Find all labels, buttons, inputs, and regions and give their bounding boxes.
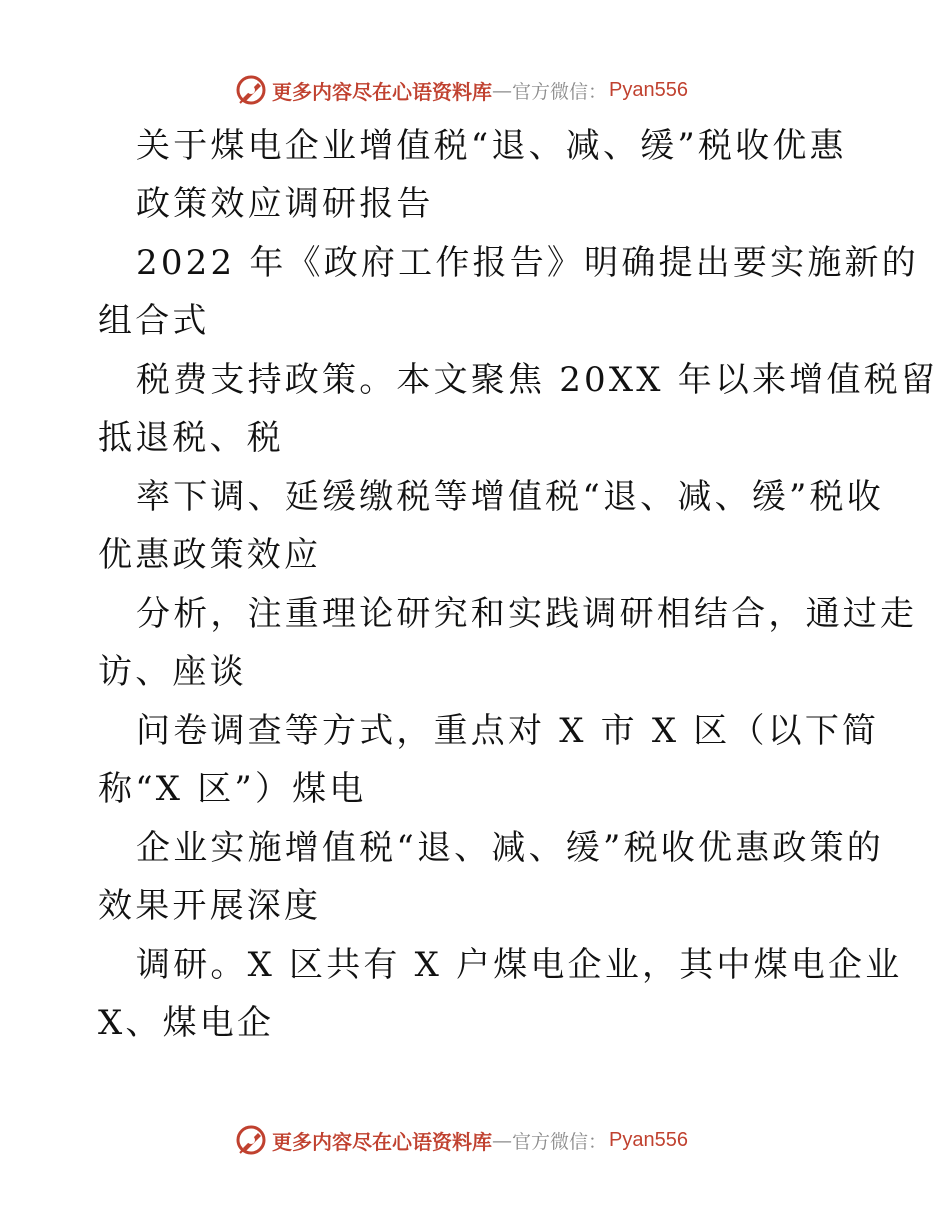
doc-paragraph-line: 抵退税、税 (98, 418, 284, 458)
banner-brand-text: 更多内容尽在心语资料库 (272, 1129, 492, 1154)
doc-paragraph-line: 调研。X 区共有 X 户煤电企业，其中煤电企业 (136, 945, 903, 985)
doc-paragraph-line: 组合式 (98, 301, 210, 341)
doc-paragraph-line: 率下调、延缓缴税等增值税“退、减、缓”税收 (136, 477, 884, 517)
banner-separator: — (492, 78, 512, 102)
quill-logo-icon (234, 1123, 268, 1157)
header-banner (234, 72, 688, 108)
doc-paragraph-line: 称“X 区”）煤电 (98, 769, 367, 809)
banner-wechat-handle: Pyan556 (609, 78, 688, 101)
doc-title-line-2: 政策效应调研报告 (136, 184, 434, 224)
banner-brand-text: 更多内容尽在心语资料库 (272, 79, 492, 104)
doc-paragraph-line: 税费支持政策。本文聚焦 20XX 年以来增值税留 (136, 360, 939, 400)
doc-paragraph-line: 访、座谈 (98, 652, 247, 692)
doc-paragraph-line: X、煤电企 (98, 1003, 275, 1043)
banner-separator: — (492, 1128, 512, 1152)
doc-paragraph-line: 2022 年《政府工作报告》明确提出要实施新的 (136, 243, 919, 283)
footer-banner (234, 1122, 688, 1158)
quill-logo-icon (234, 73, 268, 107)
doc-title-line-1: 关于煤电企业增值税“退、减、缓”税收优惠 (136, 126, 847, 166)
doc-paragraph-line: 问卷调查等方式，重点对 X 市 X 区（以下简 (136, 711, 880, 751)
banner-wechat-handle: Pyan556 (609, 1128, 688, 1151)
doc-paragraph-line: 分析，注重理论研究和实践调研相结合，通过走 (136, 594, 918, 634)
banner-wechat-label: 官方微信： (512, 80, 608, 103)
banner-wechat-label: 官方微信： (512, 1130, 608, 1153)
doc-paragraph-line: 企业实施增值税“退、减、缓”税收优惠政策的 (136, 828, 884, 868)
doc-paragraph-line: 效果开展深度 (98, 886, 322, 926)
doc-paragraph-line: 优惠政策效应 (98, 535, 322, 575)
